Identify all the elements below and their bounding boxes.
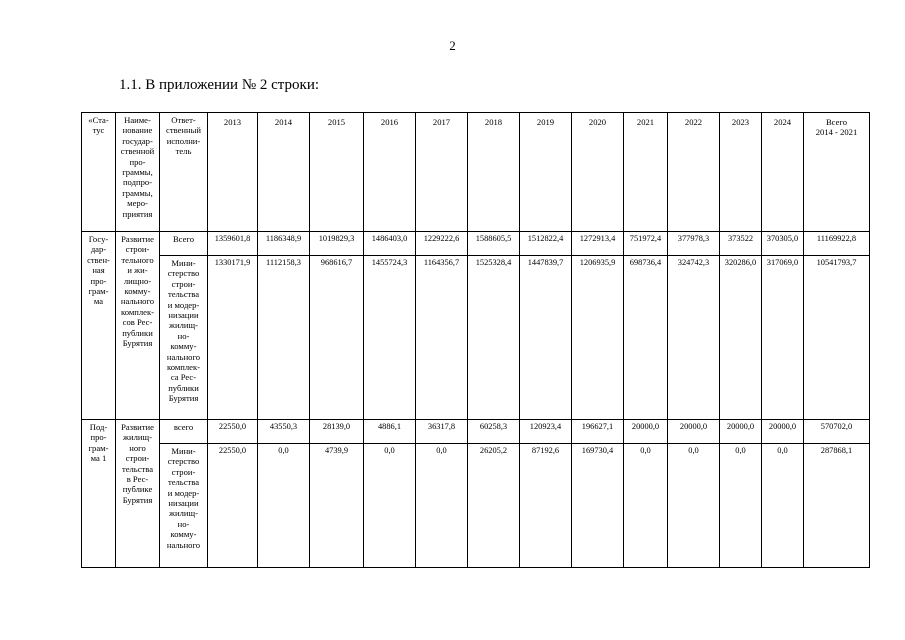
total-cell: 570702,0 — [804, 420, 870, 444]
value-cell: 87192,6 — [520, 444, 572, 568]
value-cell: 324742,3 — [668, 256, 720, 420]
value-cell: 968616,7 — [310, 256, 364, 420]
value-cell: 377978,3 — [668, 232, 720, 256]
total-cell: 11169922,8 — [804, 232, 870, 256]
total-cell: 10541793,7 — [804, 256, 870, 420]
value-cell: 1186348,9 — [258, 232, 310, 256]
value-cell: 4886,1 — [364, 420, 416, 444]
value-cell: 1455724,3 — [364, 256, 416, 420]
value-cell: 370305,0 — [762, 232, 804, 256]
value-cell: 28139,0 — [310, 420, 364, 444]
section-heading: 1.1. В приложении № 2 строки: — [119, 77, 320, 93]
page-number: 2 — [449, 38, 456, 53]
header-year: 2023 — [720, 113, 762, 232]
value-cell: 1112158,3 — [258, 256, 310, 420]
appendix-table — [81, 112, 870, 568]
header-year: 2018 — [468, 113, 520, 232]
row-name: Развитие жилищ- ного строи- тельства в Рес- публике Бурятия — [116, 420, 160, 568]
header-year: 2024 — [762, 113, 804, 232]
value-cell: 169730,4 — [572, 444, 624, 568]
value-cell: 60258,3 — [468, 420, 520, 444]
header-executor: Ответ- ственный исполни- тель — [160, 113, 208, 232]
row-status: Под- про- грам- ма 1 — [82, 420, 116, 568]
value-cell: 0,0 — [364, 444, 416, 568]
value-cell: 1272913,4 — [572, 232, 624, 256]
value-cell: 20000,0 — [624, 420, 668, 444]
value-cell: 1588605,5 — [468, 232, 520, 256]
header-year: 2020 — [572, 113, 624, 232]
value-cell: 36317,8 — [416, 420, 468, 444]
table-row — [82, 444, 870, 568]
header-total: Всего 2014 - 2021 — [804, 113, 870, 232]
value-cell: 22550,0 — [208, 444, 258, 568]
value-cell: 0,0 — [762, 444, 804, 568]
value-cell: 317069,0 — [762, 256, 804, 420]
value-cell: 1019829,3 — [310, 232, 364, 256]
value-cell: 1486403,0 — [364, 232, 416, 256]
value-cell: 0,0 — [720, 444, 762, 568]
value-cell: 1229222,6 — [416, 232, 468, 256]
total-cell: 287868,1 — [804, 444, 870, 568]
value-cell: 1359601,8 — [208, 232, 258, 256]
header-name: Наиме- нование государ- ственной про- граммы, подпро- граммы, меро- приятия — [116, 113, 160, 232]
row-name: Развитие строи- тельного и жи- лищно- комму- нального комплек- сов Рес- публики Бурятия — [116, 232, 160, 420]
header-year: 2021 — [624, 113, 668, 232]
table-row — [82, 420, 870, 444]
value-cell: 1447839,7 — [520, 256, 572, 420]
header-year: 2022 — [668, 113, 720, 232]
header-year: 2019 — [520, 113, 572, 232]
value-cell: 43550,3 — [258, 420, 310, 444]
header-year: 2016 — [364, 113, 416, 232]
value-cell: 4739,9 — [310, 444, 364, 568]
row-executor: Мини- стерство строи- тельства и модер- низации жилищ- но- комму- нального комплек- са Рес- публики Бурятия — [160, 256, 208, 420]
value-cell: 1164356,7 — [416, 256, 468, 420]
value-cell: 0,0 — [668, 444, 720, 568]
value-cell: 0,0 — [624, 444, 668, 568]
value-cell: 373522 — [720, 232, 762, 256]
value-cell: 26205,2 — [468, 444, 520, 568]
value-cell: 698736,4 — [624, 256, 668, 420]
row-executor: Мини- стерство строи- тельства и модер- низации жилищ- но- комму- нального — [160, 444, 208, 568]
value-cell: 120923,4 — [520, 420, 572, 444]
header-year: 2017 — [416, 113, 468, 232]
header-year: 2015 — [310, 113, 364, 232]
table-header-row — [82, 113, 870, 232]
value-cell: 0,0 — [258, 444, 310, 568]
row-executor: всего — [160, 420, 208, 444]
value-cell: 320286,0 — [720, 256, 762, 420]
value-cell: 196627,1 — [572, 420, 624, 444]
value-cell: 1512822,4 — [520, 232, 572, 256]
row-executor: Всего — [160, 232, 208, 256]
value-cell: 751972,4 — [624, 232, 668, 256]
value-cell: 20000,0 — [668, 420, 720, 444]
table-row — [82, 232, 870, 256]
header-year: 2014 — [258, 113, 310, 232]
header-year: 2013 — [208, 113, 258, 232]
value-cell: 1330171,9 — [208, 256, 258, 420]
value-cell: 22550,0 — [208, 420, 258, 444]
value-cell: 1525328,4 — [468, 256, 520, 420]
value-cell: 1206935,9 — [572, 256, 624, 420]
header-status: «Ста- тус — [82, 113, 116, 232]
value-cell: 0,0 — [416, 444, 468, 568]
row-status: Госу- дар- ствен- ная про- грам- ма — [82, 232, 116, 420]
table-row — [82, 256, 870, 420]
value-cell: 20000,0 — [720, 420, 762, 444]
value-cell: 20000,0 — [762, 420, 804, 444]
